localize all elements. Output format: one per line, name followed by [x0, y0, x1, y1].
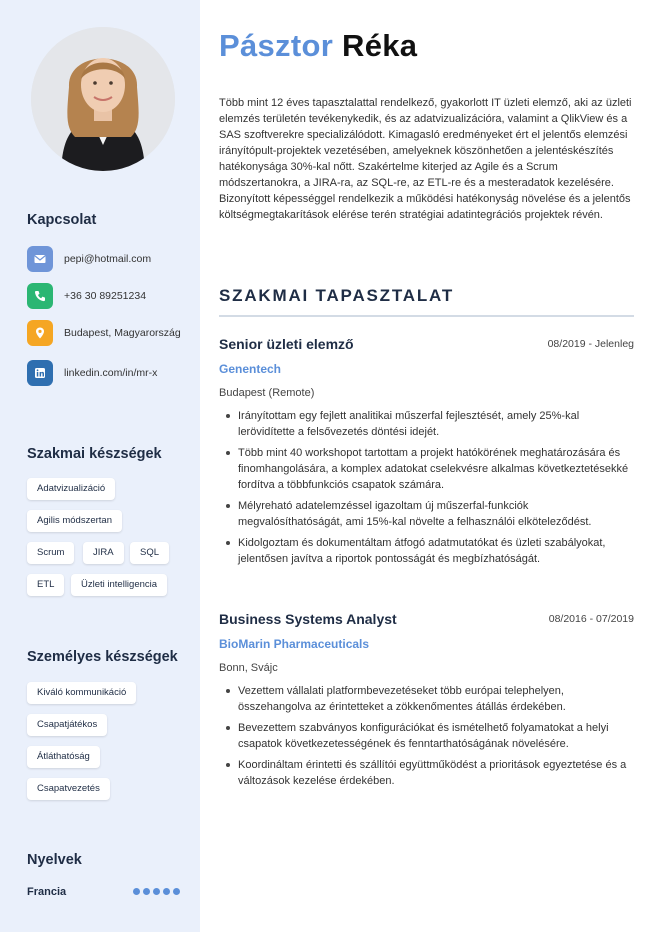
skill-chip: Agilis módszertan: [27, 510, 122, 532]
job-entry: [219, 611, 634, 811]
languages-heading: Nyelvek: [27, 852, 82, 868]
section-divider: [219, 315, 634, 317]
bullet-item: Vezettem vállalati platformbevezetéseket több európai telephelyen, összehangolva az érintetteket a zökkenőmentes átállás érdekében.: [219, 683, 634, 715]
level-dot: [153, 888, 160, 895]
skill-chip: Scrum: [27, 542, 74, 564]
language-level: [133, 888, 180, 895]
job-title: Business Systems Analyst: [219, 611, 397, 627]
profile-photo: [31, 27, 175, 171]
level-dot: [173, 888, 180, 895]
email-text[interactable]: pepi@hotmail.com: [64, 253, 152, 265]
contact-linkedin: [27, 360, 187, 386]
main-content: [200, 0, 661, 932]
personal-skill-chip: Csapatjátékos: [27, 714, 107, 736]
contact-phone: [27, 283, 187, 309]
contact-location: [27, 320, 187, 350]
job-dates: 08/2016 - 07/2019: [548, 613, 634, 625]
full-name: [219, 28, 417, 64]
sidebar: [0, 0, 200, 932]
personal-skill-chip: Átláthatóság: [27, 746, 100, 768]
job-location: Bonn, Svájc: [219, 662, 278, 674]
bullet-item: Irányítottam egy fejlett analitikai műszerfal fejlesztését, amely 25%-kal lerövidítette a felsővezetés döntési idejét.: [219, 408, 634, 440]
linkedin-text[interactable]: linkedin.com/in/mr-x: [64, 367, 158, 379]
job-dates: 08/2019 - Jelenleg: [547, 338, 634, 350]
job-entry: [219, 336, 634, 596]
skill-chip: ETL: [27, 574, 64, 596]
skill-chip: Adatvizualizáció: [27, 478, 115, 500]
personal-skill-chip: Kiváló kommunikáció: [27, 682, 136, 704]
profile-summary: Több mint 12 éves tapasztalattal rendelkező, gyakorlott IT üzleti elemző, aki az üzleti elemzés területén tevékenykedik, és az adatvizualizációra, valamint a QlikView és a SAS szoftverekre specializálódott. Kimagasló eredményeket ért el jelentős elemzési irányítópult-projektek vezetésében, amelyeknek köszönhetően a jelentéskészítés hatékonysága 30%-kal nőtt. Szakértelme kiterjed az Agile és a Scrum módszertanokra, a JIRA-ra, az SQL-re, az ETL-re és a mesteradatok kezelésére. Bizonyított képességgel rendelkezik a működési hatékonyság növelése és a jelentős költségmegtakarítások elérése terén stratégiai adatintegrációs projektek révén.: [219, 97, 632, 221]
job-title: Senior üzleti elemző: [219, 336, 354, 352]
bullet-item: Több mint 40 workshopot tartottam a projekt hatókörének meghatározására és finomhangolására, a komplex adatokat cselekvésre alkalmas következtetésekké fordítva a többfunkciós csapatok számára.: [219, 445, 634, 493]
job-bullets: [219, 408, 634, 572]
bullet-item: Kidolgoztam és dokumentáltam átfogó adatmutatókat és üzleti szabályokat, jelentősen javítva a riportok pontosságát és megbízhatóságát.: [219, 535, 634, 567]
experience-heading: SZAKMAI TAPASZTALAT: [219, 286, 455, 305]
bullet-item: Mélyreható adatelemzéssel igazoltam új műszerfal-funkciók megvalósíthatóságát, ami 15%-kal növelte a felhasználói elköteleződést.: [219, 498, 634, 530]
level-dot: [163, 888, 170, 895]
company-name: Genentech: [219, 362, 282, 376]
first-name: Pásztor: [219, 28, 334, 63]
language-name: Francia: [27, 886, 67, 898]
location-text: Budapest, Magyarország: [64, 327, 181, 339]
contact-email: [27, 246, 187, 272]
personal-skills-heading: Személyes készségek: [27, 649, 178, 665]
personal-skill-chip: Csapatvezetés: [27, 778, 110, 800]
mail-icon: [27, 246, 53, 272]
bullet-item: Bevezettem szabványos konfigurációkat és ismételhető folyamatokat a helyi csapatok következetességének és fenntarthatóságának növelésére.: [219, 720, 634, 752]
job-bullets: [219, 683, 634, 794]
skill-chip: JIRA: [83, 542, 124, 564]
level-dot: [143, 888, 150, 895]
linkedin-icon: [27, 360, 53, 386]
bullet-item: Koordináltam érintetti és szállítói együttműködést a prioritások egyeztetése és a változások kezelése érdekében.: [219, 757, 634, 789]
skills-heading: Szakmai készségek: [27, 446, 162, 462]
phone-text[interactable]: +36 30 89251234: [64, 290, 147, 302]
contact-heading: Kapcsolat: [27, 212, 97, 228]
level-dot: [133, 888, 140, 895]
phone-icon: [27, 283, 53, 309]
pin-icon: [27, 320, 53, 346]
skill-chip: SQL: [130, 542, 169, 564]
skill-chip: Üzleti intelligencia: [71, 574, 167, 596]
last-name: Réka: [342, 28, 418, 63]
company-name: BioMarin Pharmaceuticals: [219, 637, 370, 651]
job-location: Budapest (Remote): [219, 387, 315, 399]
